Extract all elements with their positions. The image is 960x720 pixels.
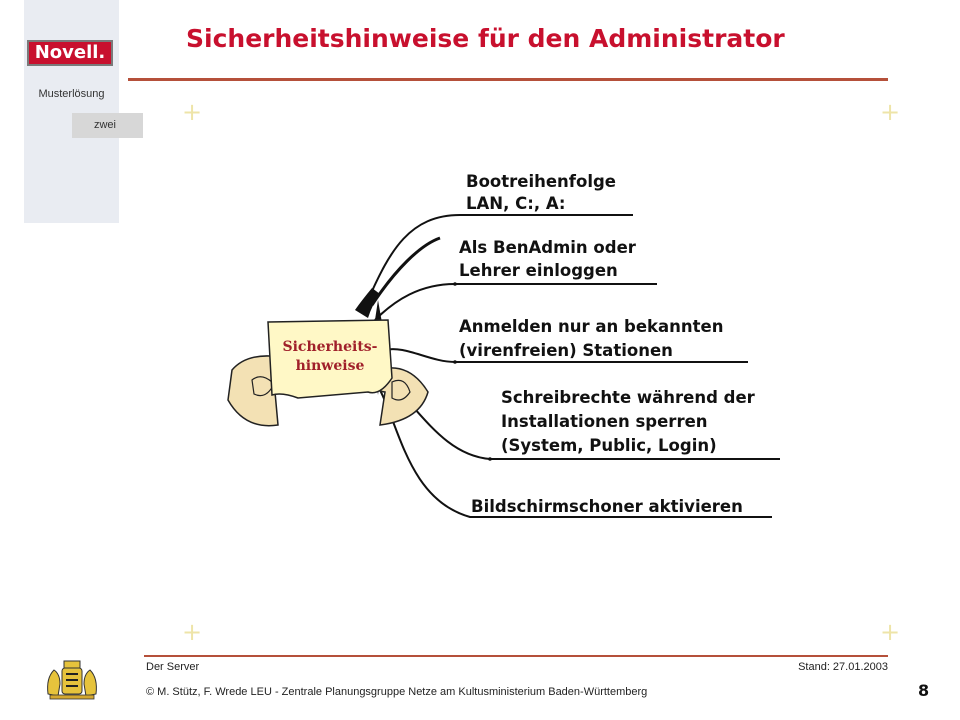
branch-text-line: Bootreihenfolge	[466, 172, 616, 191]
corner-plus-icon: +	[182, 618, 203, 646]
branch-dot	[453, 360, 457, 364]
branch-text-line: Als BenAdmin oder	[459, 238, 636, 257]
branch-dot	[453, 282, 457, 286]
branch-text-line: (System, Public, Login)	[501, 436, 717, 455]
footer-rule	[144, 655, 888, 657]
corner-plus-icon: +	[880, 98, 901, 126]
branch-connector	[368, 215, 633, 300]
novell-logo: Novell.	[27, 40, 113, 66]
page-number: 8	[918, 681, 930, 700]
footer-copyright: © M. Stütz, F. Wrede LEU - Zentrale Planungsgruppe Netze am Kultusministerium Baden-Württemberg	[146, 686, 648, 698]
branch-connector	[375, 284, 657, 320]
footer-date: Stand: 27.01.2003	[798, 661, 888, 673]
solution-value: zwei	[72, 113, 143, 138]
state-crest-icon	[44, 658, 100, 700]
solution-label: Musterlösung	[38, 88, 105, 100]
branch-text-line: (virenfreien) Stationen	[459, 341, 673, 360]
slide-title: Sicherheitshinweise für den Administrator	[186, 24, 785, 53]
corner-plus-icon: +	[182, 98, 203, 126]
branch-text-line: LAN, C:, A:	[466, 194, 566, 213]
branch-text-line: Installationen sperren	[501, 412, 708, 431]
branch-text-line: Lehrer einloggen	[459, 261, 618, 280]
center-label-line1: Sicherheits-	[282, 339, 378, 355]
branch-text-line: Anmelden nur an bekannten	[459, 317, 724, 336]
branch-text-line: Bildschirmschoner aktivieren	[471, 497, 743, 516]
center-label-line2: hinweise	[295, 358, 365, 374]
branch-text-line: Schreibrechte während der	[501, 388, 755, 407]
branch-dot	[488, 457, 492, 461]
footer-section: Der Server	[146, 661, 200, 673]
corner-plus-icon: +	[880, 618, 901, 646]
